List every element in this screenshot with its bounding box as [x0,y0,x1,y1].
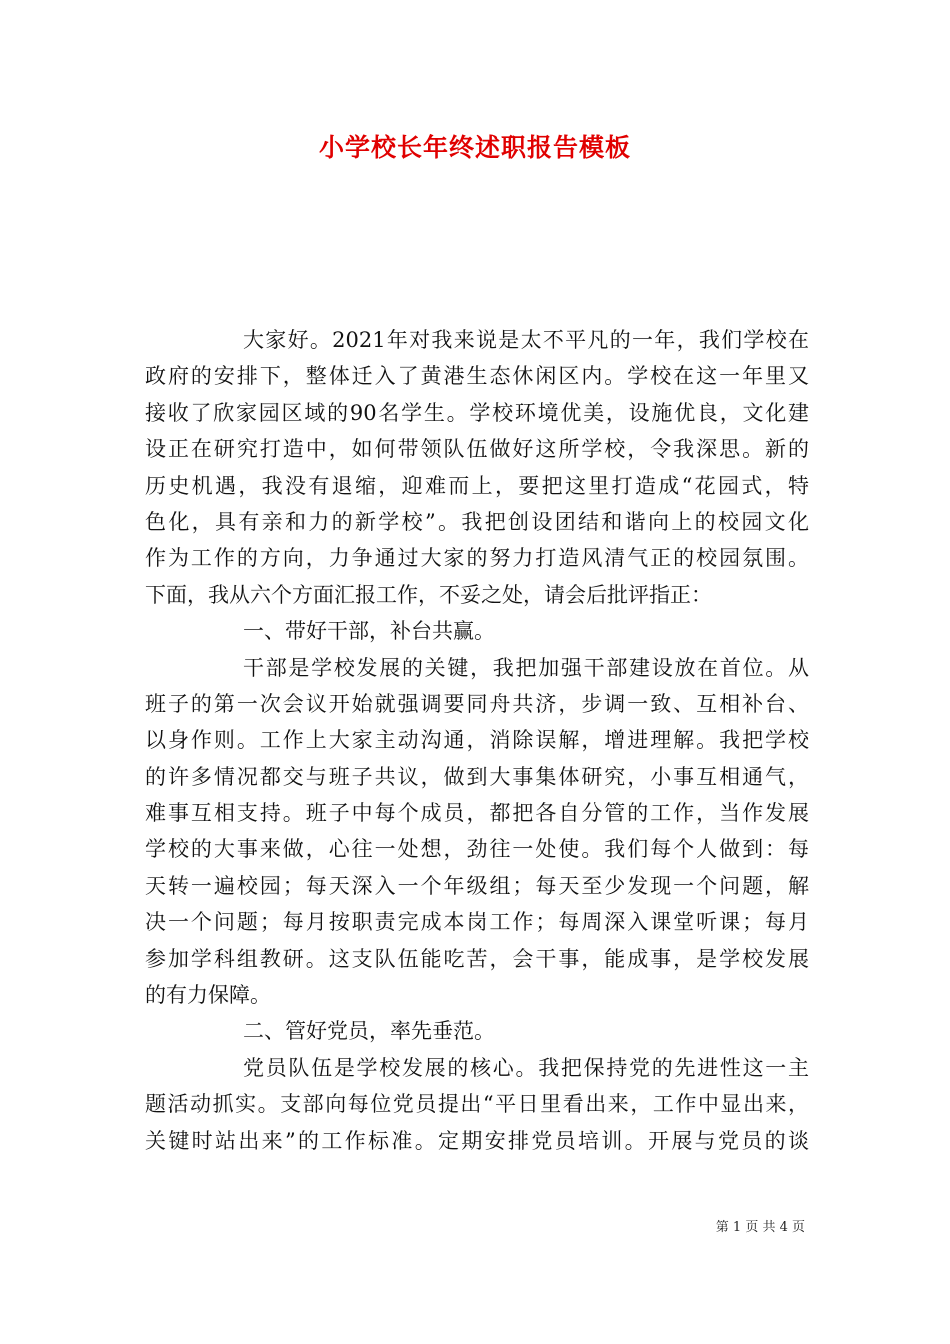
paragraph-line: 历史机遇，我没有退缩，迎难而上，要把这里打造成“花园式，特 [145,473,809,498]
section-heading: 一、带好干部，补台共赢。 [243,619,495,644]
paragraph-line: 天转一遍校园；每天深入一个年级组；每天至少发现一个问题，解 [145,873,809,898]
paragraph-line: 题活动抓实。支部向每位党员提出“平日里看出来，工作中显出来， [145,1092,809,1117]
paragraph-line: 班子的第一次会议开始就强调要同舟共济，步调一致、互相补台、 [145,691,809,716]
paragraph-line: 接收了欣家园区域的90名学生。学校环境优美，设施优良，文化建 [145,400,809,425]
page-number: 第 1 页 共 4 页 [715,1220,805,1235]
document-body [145,322,809,1159]
document-title: 小学校长年终述职报告模板 [318,133,631,162]
paragraph-line: 以身作则。工作上大家主动沟通，消除误解，增进理解。我把学校 [145,728,809,753]
section-heading: 二、管好党员，率先垂范。 [243,1019,495,1044]
paragraph-line: 作为工作的方向，力争通过大家的努力打造风清气正的校园氛围。 [145,546,809,571]
paragraph-line: 学校的大事来做，心往一处想，劲往一处使。我们每个人做到：每 [145,837,809,862]
paragraph-line: 干部是学校发展的关键，我把加强干部建设放在首位。从 [243,655,809,680]
paragraph-line: 的许多情况都交与班子共议，做到大事集体研究，小事互相通气， [145,764,809,789]
paragraph-line: 下面，我从六个方面汇报工作，不妥之处，请会后批评指正： [145,582,712,607]
paragraph-line: 关键时站出来”的工作标准。定期安排党员培训。开展与党员的谈 [145,1128,809,1153]
paragraph-line: 难事互相支持。班子中每个成员，都把各自分管的工作，当作发展 [145,801,809,826]
paragraph-line: 政府的安排下，整体迁入了黄港生态休闲区内。学校在这一年里又 [145,364,809,389]
paragraph-line: 参加学科组教研。这支队伍能吃苦，会干事，能成事，是学校发展 [145,946,809,971]
paragraph-line: 党员队伍是学校发展的核心。我把保持党的先进性这一主 [243,1055,809,1080]
paragraph-line: 大家好。2021年对我来说是太不平凡的一年，我们学校在 [243,328,809,352]
paragraph-line: 决一个问题；每月按职责完成本岗工作；每周深入课堂听课；每月 [145,910,809,935]
paragraph-line: 的有力保障。 [145,983,271,1008]
paragraph-line: 设正在研究打造中，如何带领队伍做好这所学校，令我深思。新的 [145,437,809,462]
paragraph-line: 色化，具有亲和力的新学校”。我把创设团结和谐向上的校园文化 [145,509,809,534]
